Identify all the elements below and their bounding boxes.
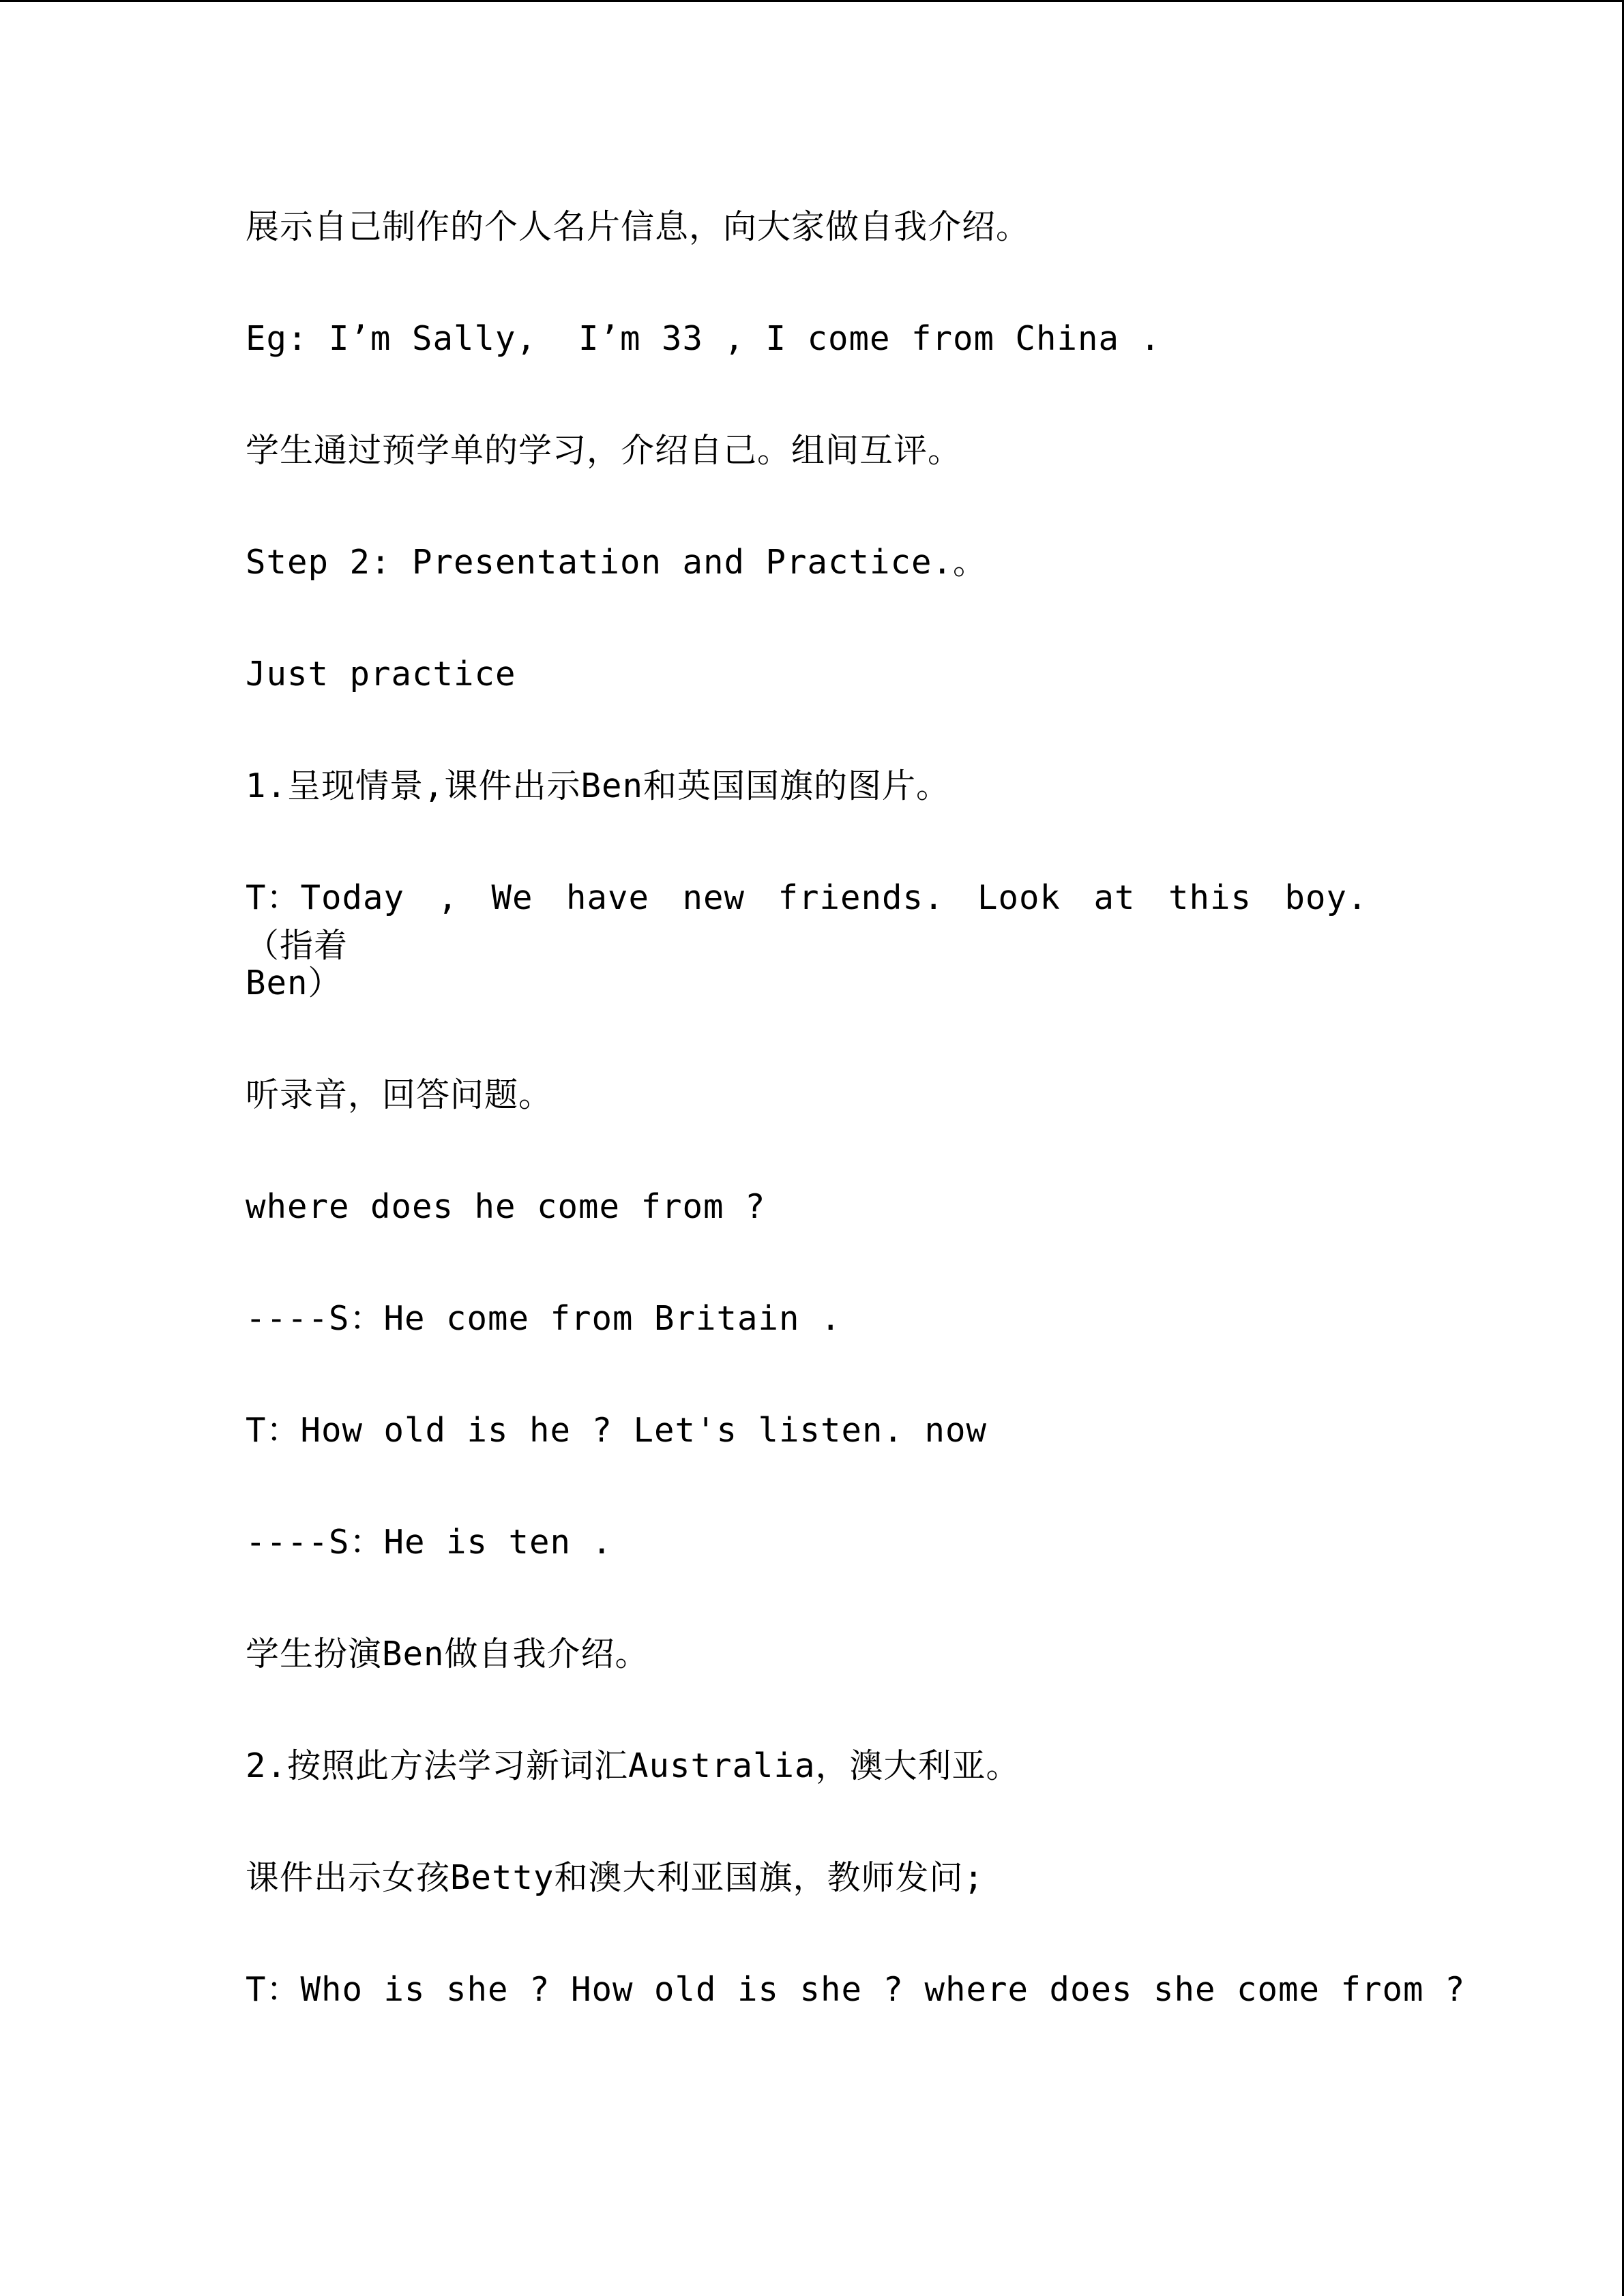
page-top-border xyxy=(0,0,1624,2)
text-line-answer-ten: ----S：He is ten . xyxy=(246,1523,613,1562)
text-line-teacher-today-continued: Ben） xyxy=(246,964,342,1002)
text-line-self-intro-instruction: 展示自己制作的个人名片信息，向大家做自我介绍。 xyxy=(246,207,1031,246)
text-line-scene-1: 1.呈现情景,课件出示Ben和英国国旗的图片。 xyxy=(246,766,951,805)
text-line-betty-flag: 课件出示女孩Betty和澳大利亚国旗，教师发问; xyxy=(246,1858,985,1897)
text-line-teacher-today: T：Today , We have new friends. Look at this boy.（指着 xyxy=(246,878,1368,965)
text-line-question-age: T：How old is he ? Let's listen. now xyxy=(246,1411,988,1450)
text-line-role-play: 学生扮演Ben做自我介绍。 xyxy=(246,1635,649,1673)
text-line-listen-answer: 听录音，回答问题。 xyxy=(246,1075,553,1114)
text-line-teacher-questions: T：Who is she ? How old is she ? where does she come from ? xyxy=(246,1970,1466,2009)
text-line-step-2-heading: Step 2: Presentation and Practice.。 xyxy=(246,543,988,582)
document-body xyxy=(246,203,1466,2078)
text-line-question-where: where does he come from ? xyxy=(246,1187,766,1226)
text-line-new-word-australia: 2.按照此方法学习新词汇Australia，澳大利亚。 xyxy=(246,1746,1020,1785)
text-line-peer-review: 学生通过预学单的学习，介绍自己。组间互评。 xyxy=(246,431,962,470)
text-line-answer-britain: ----S：He come from Britain . xyxy=(246,1299,842,1338)
text-line-example: Eg: I’m Sally, I’m 33 , I come from China . xyxy=(246,319,1162,358)
text-line-just-practice: Just practice xyxy=(246,655,516,694)
